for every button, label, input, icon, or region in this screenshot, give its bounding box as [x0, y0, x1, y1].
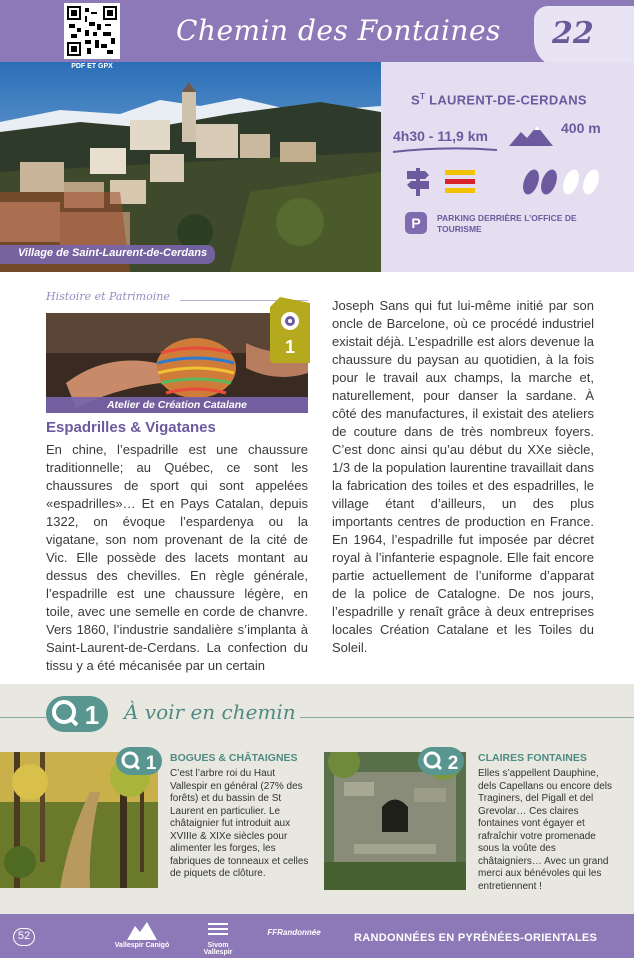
item-2-number: 2 [447, 753, 459, 774]
band-divider-left [0, 717, 46, 718]
qr-code[interactable] [64, 3, 120, 59]
underline-swoosh-icon [391, 146, 499, 154]
magnifier-badge-1-icon [116, 747, 162, 775]
parking-icon: P [405, 212, 427, 234]
item-2-title: CLAIRES FONTAINES [478, 752, 587, 764]
magnifier-badge-icon [46, 694, 108, 734]
section-title-voir: À voir en chemin [124, 700, 296, 724]
parking-text: PARKING DERRIÈRE L’OFFICE DE TOURISME [437, 213, 577, 234]
article-heading: Espadrilles & Vigatanes [46, 419, 216, 436]
item-1-title: BOGUES & CHÂTAIGNES [170, 752, 298, 764]
signpost-icon [405, 166, 431, 196]
sivom-logo-icon [206, 920, 230, 940]
article-column-2: Joseph Sans qui fut lui-même initié par son oncle de Barcelone, où ce procédé industriel existait déjà. L’espadrille est alors devenue la chaussure du paysan au quotidien, à la fois pour le travail aux champs, la marche et, naturellement, pour danser la sardane. À côté des manufactures, il existait des ateliers de couture dans de très nombreux foyers. C’est donc ainsi qu’au début du XXe siècle, 1/3 de la population laurentine travaillait dans la fabrication des toiles et des espadrilles, le village étant d’ailleurs, un des plus importants centres de production en France. En 1964, l’espadrille fut imposée par décret royal à l’infanterie espagnole. Elle fait encore partie actuellement de l’uniforme d’apparat de la police de Catalogne. De nos jours, l’espadrille y renaît grâce à deux entreprises locales Création Catalane et les Toiles du Soleil. [332, 298, 594, 655]
page-title: Chemin des Fontaines [176, 14, 501, 47]
sivom-logo: Sivom Vallespir [198, 920, 238, 956]
commune-name: $S^T$ LAURENT-DE-CERDANS [411, 92, 587, 108]
elevation-gain: 400 m [561, 120, 601, 136]
badge-number: 1 [84, 700, 100, 730]
workshop-photo-caption: Atelier de Création Catalane [46, 397, 308, 413]
ffrandonnee-logo: FFRandonnée [267, 928, 321, 937]
qr-code-icon [67, 6, 117, 56]
hero-photo [0, 62, 381, 272]
item-1-number: 1 [145, 753, 157, 774]
vallespir-logo-icon [127, 920, 157, 940]
footer-series-title: RANDONNÉES EN PYRÉNÉES-ORIENTALES [354, 932, 598, 944]
band-divider-right [300, 717, 634, 718]
trail-marks-icon [445, 170, 475, 194]
route-info-panel [381, 62, 634, 272]
magnifier-badge-2-icon [418, 747, 464, 775]
difficulty-footprints-icon [519, 162, 605, 198]
vallespir-logo: Vallespir Canigó [112, 920, 172, 949]
qr-caption: PDF ET GPX [71, 63, 113, 70]
article-column-1: En chine, l’espadrille est une chaussure traditionnelle; au Québec, ce sont les chaussures de sport qui sont appelées «espadrilles»… Et en Pays Catalan, depuis 1322, on évoque l’espardenya ou la vigatane, son nom provenant de la cité de Vic. Elle possède des lacets montant au dessus des chevilles. En règle générale, l’espadrille est une chaussure légère, en toile, avec une semelle en corde de chanvre. Vers 1860, l’industrie sandalière s’implanta à Saint-Laurent-de-Cerdans. La confection du tissu y a été mécanisée par un certain [46, 442, 308, 673]
route-number: 22 [552, 16, 594, 51]
section-title-history: Histoire et Patrimoine [46, 290, 170, 303]
mountain-icon [509, 124, 553, 148]
duration-distance: 4h30 - 11,9 km [393, 128, 488, 144]
map-pin-icon [270, 297, 310, 363]
hero-caption: Village de Saint-Laurent-de-Cerdans [0, 245, 215, 264]
pin-number: 1 [284, 337, 296, 357]
item-1-text: C’est l’arbre roi du Haut Vallespir en général (27% des forêts) et du bassin de St Laurent en particulier. Le châtaignier fut introduit aux XVIIIe & XIXe siècles pour alimenter les forges, les fabriques de tonneaux et celles de piquets de clôture. [170, 768, 309, 879]
item-2-text: Elles s’appellent Dauphine, dels Capellans ou encore dels Traginers, del Pigall et del Grevolar… Ces claires fontaines vont égayer et rafraîchir votre promenade sous la voûte des châtaigniers… Avec un grand merci aux bénévoles qui les entretiennent ! [478, 768, 612, 892]
page-number: 52 [13, 928, 35, 946]
